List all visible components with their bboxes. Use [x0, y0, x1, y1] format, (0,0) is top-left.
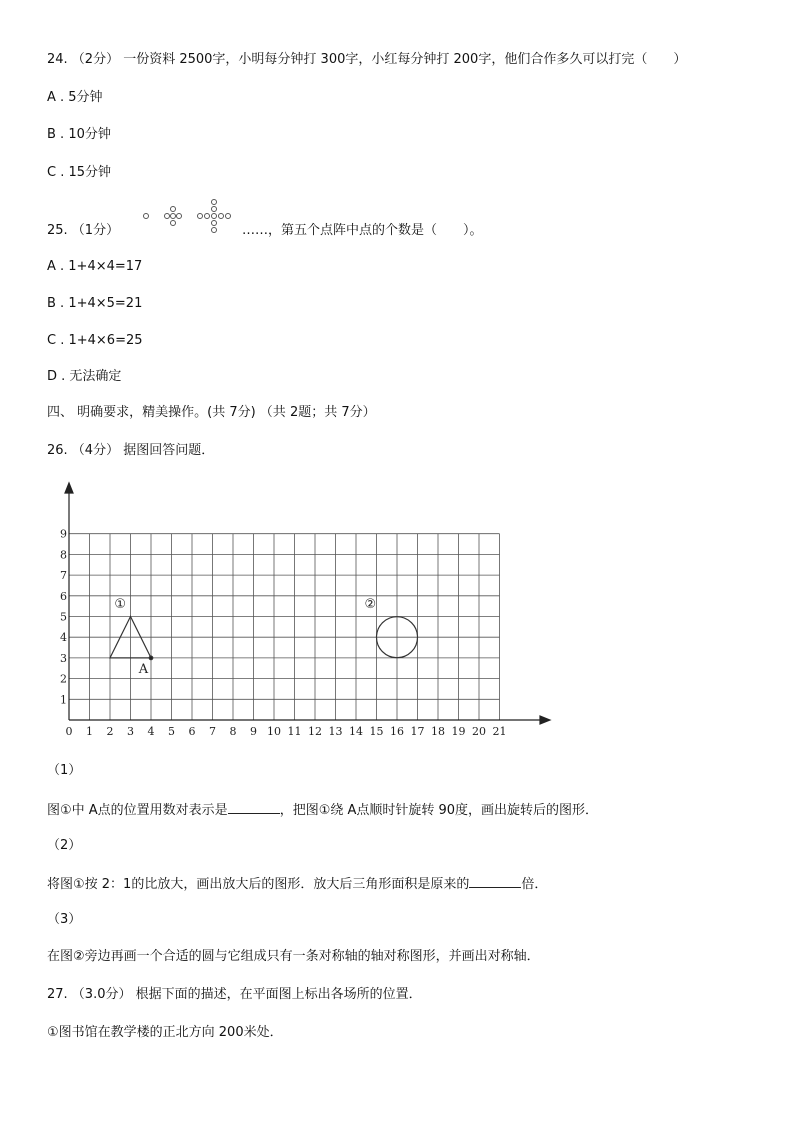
x-tick-label: 7: [209, 725, 216, 738]
x-tick-label: 13: [328, 725, 343, 738]
q26-part3-label: （3）: [47, 912, 82, 927]
x-tick-label: 17: [410, 725, 425, 738]
x-tick-label: 3: [127, 725, 134, 738]
q26-answer-blank-2[interactable]: [469, 875, 521, 888]
shape-1-label: ①: [114, 597, 127, 613]
q26-part1-label: （1）: [47, 763, 82, 778]
q24-option-a[interactable]: A . 5分钟: [47, 90, 103, 105]
x-tick-label: 1: [86, 725, 93, 738]
x-tick-label: 11: [287, 725, 302, 738]
x-tick-label: 2: [106, 725, 114, 738]
dot-pattern-figure: [140, 196, 236, 238]
q25-option-a[interactable]: A . 1+4×4=17: [47, 259, 143, 274]
y-tick-label: 4: [60, 631, 67, 645]
y-tick-label: 8: [60, 548, 67, 562]
x-tick-label: 20: [472, 725, 486, 738]
x-tick-label: 6: [188, 725, 196, 738]
x-tick-label: 9: [250, 725, 257, 738]
y-tick-label: 5: [60, 610, 67, 624]
point-a-marker: [149, 656, 153, 660]
q25-question-text: ……，第五个点阵中点的个数是（ ）。: [242, 223, 483, 238]
coordinate-grid-figure: [58, 480, 558, 740]
x-tick-label: 15: [369, 725, 384, 738]
x-tick-label: 16: [390, 725, 404, 738]
q26-part1-text: [47, 801, 598, 819]
q27-item1: ①图书馆在教学楼的正北方向 200米处．: [47, 1025, 283, 1040]
q26-stem: 26. （4分） 据图回答问题．: [47, 443, 215, 458]
x-tick-label: 8: [229, 725, 237, 738]
y-tick-label: 6: [60, 589, 67, 603]
section-heading: 四、 明确要求，精美操作。(共 7分) （共 2题；共 7分）: [47, 405, 376, 420]
q26-part2-post: 倍．: [521, 877, 548, 892]
y-tick-label: 9: [60, 527, 67, 541]
y-tick-label: 1: [60, 693, 67, 707]
q25-option-b[interactable]: B . 1+4×5=21: [47, 296, 143, 311]
y-tick-label: 7: [60, 569, 67, 583]
q26-part2-label: （2）: [47, 838, 82, 853]
x-tick-label: 5: [168, 725, 175, 738]
q26-part1-pre: 图①中 A点的位置用数对表示是: [47, 803, 228, 818]
shape-2-label: ②: [364, 597, 377, 613]
x-tick-label: 4: [147, 725, 155, 738]
x-tick-label: 10: [267, 725, 281, 738]
q26-part3-text: 在图②旁边再画一个合适的圆与它组成只有一条对称轴的轴对称图形，并画出对称轴．: [47, 949, 540, 964]
x-tick-label: 19: [451, 725, 466, 738]
x-tick-label: 18: [431, 725, 445, 738]
q26-part2-pre: 将图①按 2：1的比放大，画出放大后的图形．放大后三角形面积是原来的: [47, 877, 470, 892]
point-a-label: A: [138, 661, 149, 677]
q25-option-c[interactable]: C . 1+4×6=25: [47, 333, 143, 348]
q27-stem: 27. （3.0分） 根据下面的描述，在平面图上标出各场所的位置．: [47, 987, 422, 1002]
q26-part1-post: ，把图①绕 A点顺时针旋转 90度，画出旋转后的图形．: [279, 803, 599, 818]
y-axis-arrow-icon: [65, 483, 73, 493]
y-tick-label: 3: [60, 651, 67, 665]
x-tick-label: 14: [349, 725, 363, 738]
q25-number: 25. （1分）: [47, 223, 120, 238]
y-tick-label: 2: [60, 672, 67, 686]
q24-option-c[interactable]: C . 15分钟: [47, 165, 112, 180]
x-axis-arrow-icon: [540, 716, 550, 724]
q25-option-d[interactable]: D . 无法确定: [47, 369, 122, 384]
q24-stem: 24. （2分） 一份资料 2500字，小明每分钟打 300字，小红每分钟打 200字，他们合作多久可以打完（ ）: [47, 52, 687, 67]
x-tick-label: 21: [492, 725, 507, 738]
q26-part2-text: [47, 875, 547, 893]
q24-option-b[interactable]: B . 10分钟: [47, 127, 111, 142]
x-tick-label: 0: [65, 725, 73, 738]
x-tick-label: 12: [308, 725, 322, 738]
q26-answer-blank-1[interactable]: [228, 801, 280, 814]
